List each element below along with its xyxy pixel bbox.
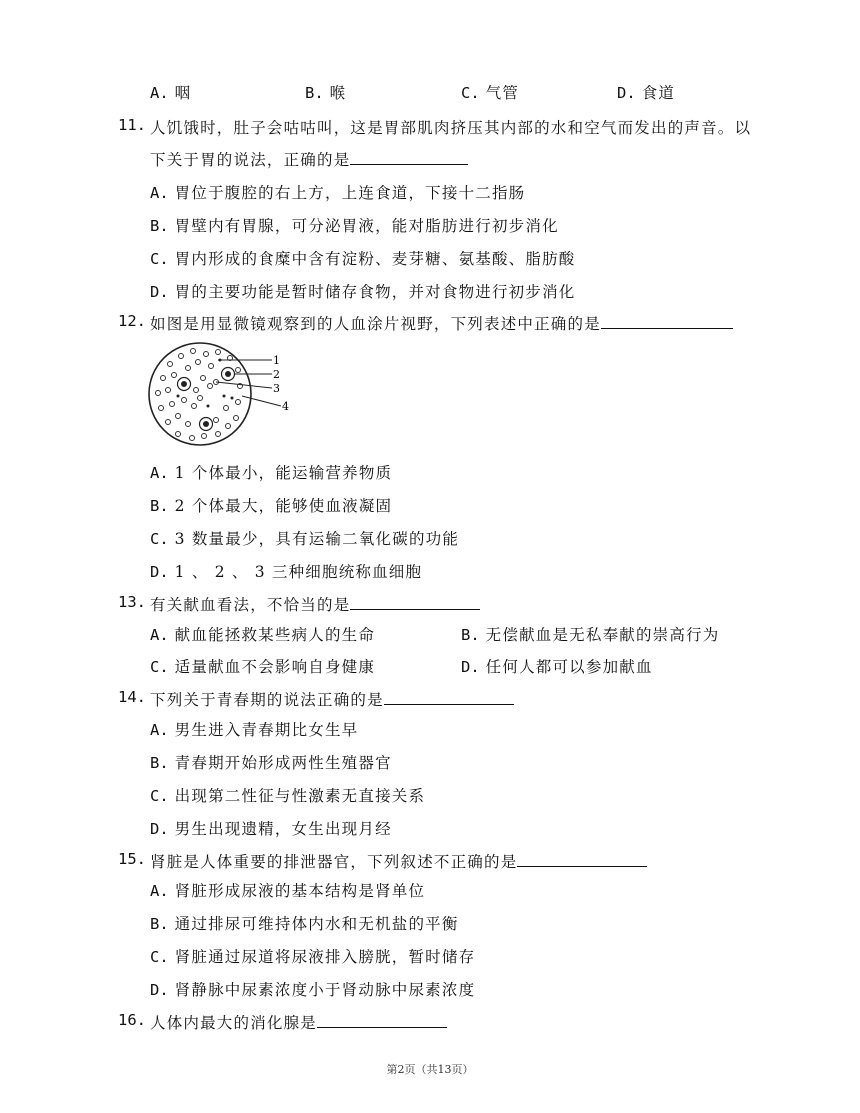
question-stem-line1: 人饥饿时，肚子会咕咕叫，这是胃部肌肉挤压其内部的水和空气而发出的声音。以 bbox=[150, 119, 752, 137]
q10-option-a: A. 咽 bbox=[150, 84, 192, 102]
answer-blank[interactable] bbox=[384, 690, 514, 705]
answer-blank[interactable] bbox=[601, 314, 733, 329]
question-stem: 肾脏是人体重要的排泄器官，下列叙述不正确的是 bbox=[150, 850, 647, 872]
q14-option-b: B. 青春期开始形成两性生殖器官 bbox=[150, 754, 392, 772]
figure-label-1: 1 bbox=[273, 354, 280, 367]
q11-option-c: C. 胃内形成的食糜中含有淀粉、麦芽糖、氨基酸、脂肪酸 bbox=[150, 250, 576, 268]
answer-blank[interactable] bbox=[517, 852, 647, 867]
q13-option-b: B. 无偿献血是无私奉献的崇高行为 bbox=[461, 626, 720, 644]
q11-option-d: D. 胃的主要功能是暂时储存食物，并对食物进行初步消化 bbox=[150, 283, 576, 301]
q15-option-d: D. 肾静脉中尿素浓度小于肾动脉中尿素浓度 bbox=[150, 981, 476, 999]
q14-option-a: A. 男生进入青春期比女生早 bbox=[150, 721, 359, 739]
q14-option-d: D. 男生出现遗精，女生出现月经 bbox=[150, 820, 392, 838]
question-number: 12. bbox=[118, 312, 146, 330]
q13-option-c: C. 适量献血不会影响自身健康 bbox=[150, 658, 376, 676]
question-number: 11. bbox=[118, 116, 146, 134]
q14-option-c: C. 出现第二性征与性激素无直接关系 bbox=[150, 787, 426, 805]
q15-option-c: C. 肾脏通过尿道将尿液排入膀胱，暂时储存 bbox=[150, 948, 476, 966]
question-number: 16. bbox=[118, 1011, 146, 1029]
question-stem: 下列关于青春期的说法正确的是 bbox=[150, 688, 514, 710]
q11-option-b: B. 胃壁内有胃腺，可分泌胃液，能对脂肪进行初步消化 bbox=[150, 217, 559, 235]
q10-option-c: C. 气管 bbox=[461, 84, 520, 102]
q12-option-d: D. 1 、 2 、 3 三种细胞统称血细胞 bbox=[150, 563, 423, 581]
figure-label-4: 4 bbox=[282, 400, 289, 413]
q15-option-a: A. 肾脏形成尿液的基本结构是肾单位 bbox=[150, 882, 426, 900]
question-number: 14. bbox=[118, 688, 146, 706]
q13-option-a: A. 献血能拯救某些病人的生命 bbox=[150, 626, 376, 644]
figure-label-3: 3 bbox=[273, 382, 280, 395]
question-stem: 人体内最大的消化腺是 bbox=[150, 1011, 447, 1033]
q12-option-c: C. 3 数量最少，具有运输二氧化碳的功能 bbox=[150, 530, 460, 548]
question-number: 13. bbox=[118, 593, 146, 611]
q15-option-b: B. 通过排尿可维持体内水和无机盐的平衡 bbox=[150, 915, 459, 933]
q10-option-d: D. 食道 bbox=[617, 84, 676, 102]
q12-option-b: B. 2 个体最大，能够使血液凝固 bbox=[150, 497, 393, 515]
blood-smear-figure bbox=[148, 338, 293, 453]
question-number: 15. bbox=[118, 850, 146, 868]
question-stem: 有关献血看法，不恰当的是 bbox=[150, 593, 480, 615]
microscope-field bbox=[149, 343, 251, 445]
q12-option-a: A. 1 个体最小，能运输营养物质 bbox=[150, 464, 393, 482]
figure-label-2: 2 bbox=[273, 368, 280, 381]
answer-blank[interactable] bbox=[350, 150, 468, 165]
answer-blank[interactable] bbox=[317, 1013, 447, 1028]
q11-option-a: A. 胃位于腹腔的右上方，上连食道，下接十二指肠 bbox=[150, 184, 526, 202]
q10-option-b: B. 喉 bbox=[305, 84, 347, 102]
answer-blank[interactable] bbox=[350, 595, 480, 610]
page-footer: 第2页（共13页） bbox=[386, 1063, 474, 1076]
question-stem: 如图是用显微镜观察到的人血涂片视野，下列表述中正确的是 bbox=[150, 312, 733, 334]
question-stem-line2: 下关于胃的说法，正确的是 bbox=[150, 148, 468, 170]
q13-option-d: D. 任何人都可以参加献血 bbox=[461, 658, 653, 676]
